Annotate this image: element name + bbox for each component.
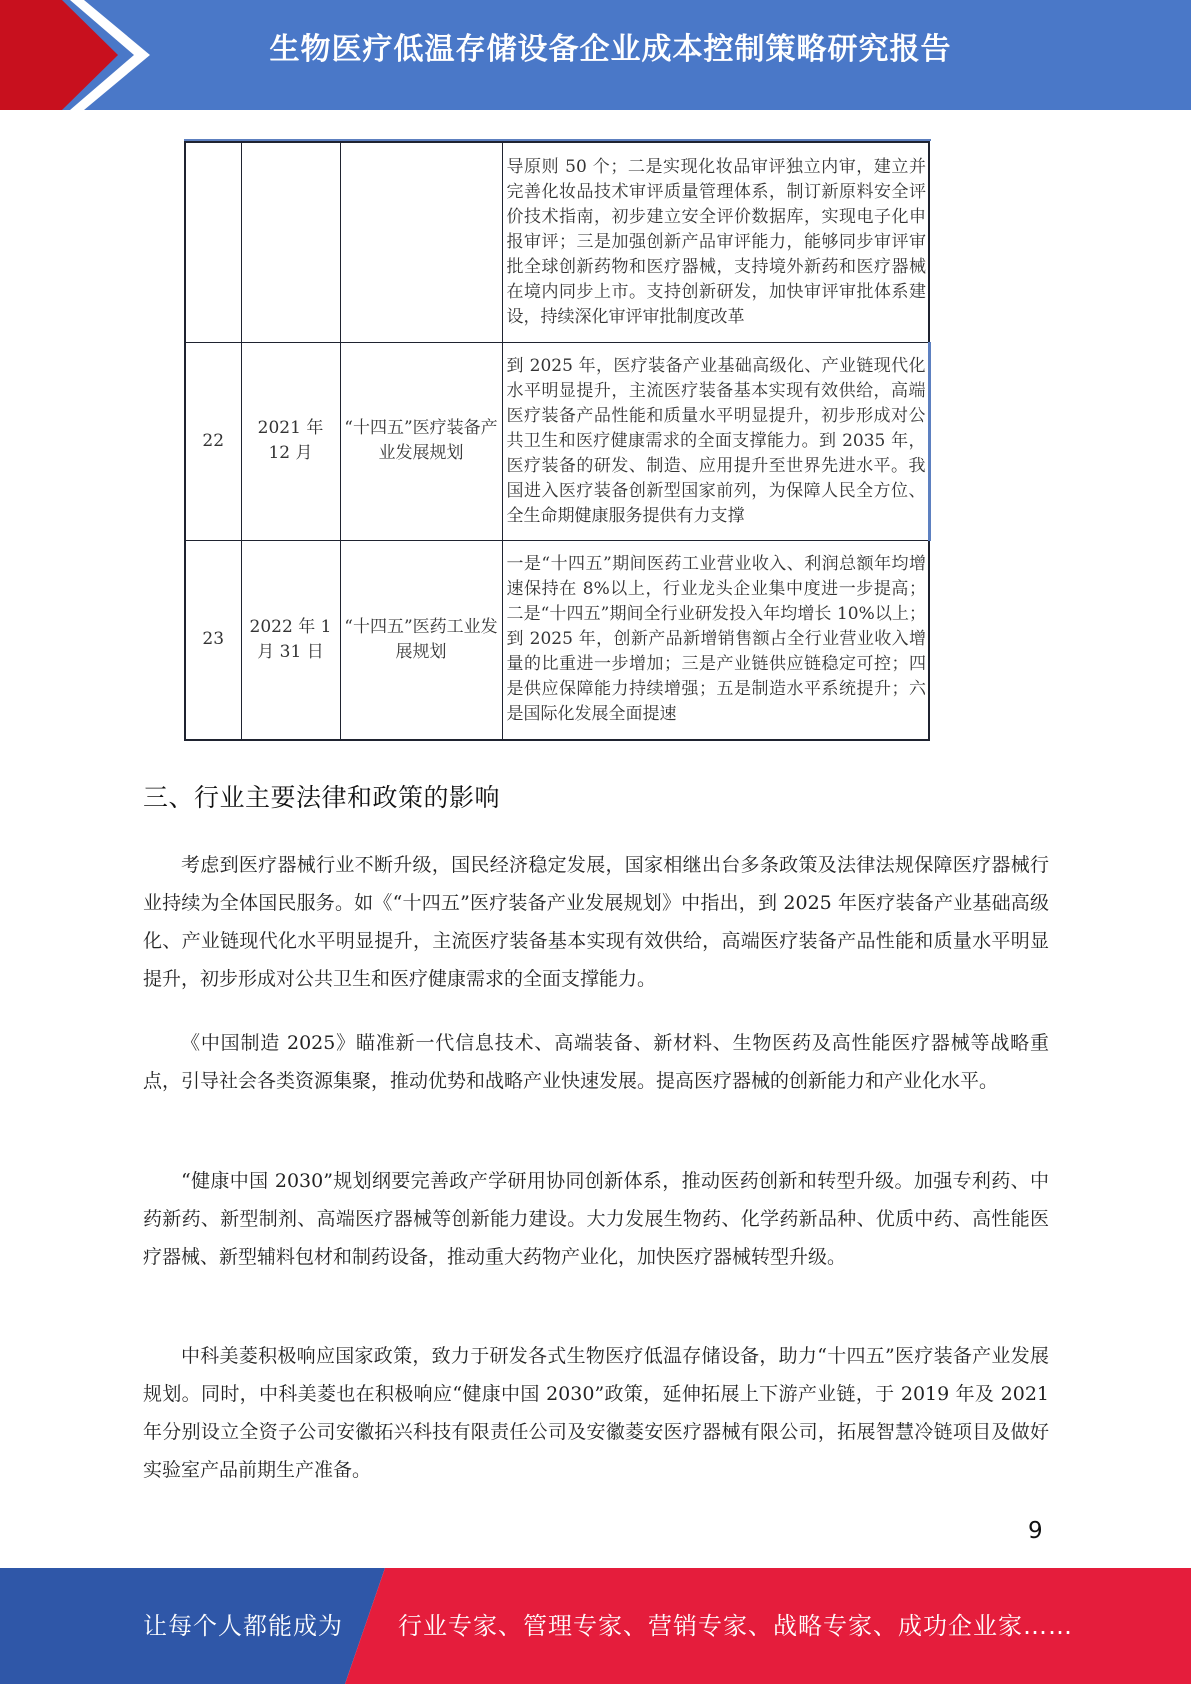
footer-slogan-left: 让每个人都能成为 (143, 1612, 343, 1640)
table-cell-date: 2021 年 12 月 (241, 342, 340, 540)
table-cell-no (185, 142, 241, 342)
header-arrow-decoration (0, 0, 150, 110)
table-cell-content: 到 2025 年，医疗装备产业基础高级化、产业链现代化水平明显提升，主流医疗装备基本实现有效供给，高端医疗装备产品性能和质量水平明显提升，初步形成对公共卫生和医疗健康需求的全面支撑能力。到 2035 年，医疗装备的研发、制造、应用提升至世界先进水平。我国进入医疗装备创新型国家前列，为保障人民全方位、全生命期健康服务提供有力支撑 (502, 342, 929, 540)
table-row (185, 342, 929, 540)
page-number: 9 (1028, 1518, 1043, 1544)
table-cell-name (340, 142, 502, 342)
page-header (0, 0, 1191, 110)
table-cell-content: 一是“十四五”期间医药工业营业收入、利润总额年均增速保持在 8%以上，行业龙头企业集中度进一步提高；二是“十四五”期间全行业研发投入年均增长 10%以上；到 2025 年，创新产品新增销售额占全行业营业收入增量的比重进一步增加；三是产业链供应链稳定可控；四是供应保障能力持续增强；五是制造水平系统提升；六是国际化发展全面提速 (502, 540, 929, 740)
table-cell-no: 22 (185, 342, 241, 540)
body-paragraph: 《中国制造 2025》瞄准新一代信息技术、高端装备、新材料、生物医药及高性能医疗器械等战略重点，引导社会各类资源集聚，推动优势和战略产业快速发展。提高医疗器械的创新能力和产业化水平。 (143, 1032, 1049, 1092)
table-cell-date: 2022 年 1 月 31 日 (241, 540, 340, 740)
table-cell-no: 23 (185, 540, 241, 740)
section-heading: 三、行业主要法律和政策的影响 (143, 783, 501, 812)
page-footer (0, 1568, 1191, 1684)
table-cell-name: “十四五”医疗装备产业发展规划 (340, 342, 502, 540)
table-cell-date (241, 142, 340, 342)
body-paragraph: 中科美菱积极响应国家政策，致力于研发各式生物医疗低温存储设备，助力“十四五”医疗装备产业发展规划。同时，中科美菱也在积极响应“健康中国 2030”政策，延伸拓展上下游产业链，于 2019 年及 2021 年分别设立全资子公司安徽拓兴科技有限责任公司及安徽菱安医疗器械有限公司，拓展智慧冷链项目及做好实验室产品前期生产准备。 (143, 1345, 1049, 1481)
table-row (185, 142, 929, 342)
report-title: 生物医疗低温存储设备企业成本控制策略研究报告 (269, 32, 952, 67)
table-cell-name: “十四五”医药工业发展规划 (340, 540, 502, 740)
footer-slogan-right: 行业专家、管理专家、营销专家、战略专家、成功企业家…… (398, 1612, 1073, 1640)
policy-table-image (184, 139, 931, 741)
body-paragraph: “健康中国 2030”规划纲要完善政产学研用协同创新体系，推动医药创新和转型升级。加强专利药、中药新药、新型制剂、高端医疗器械等创新能力建设。大力发展生物药、化学药新品种、优质中药、高性能医疗器械、新型辅料包材和制药设备，推动重大药物产业化，加快医疗器械转型升级。 (143, 1170, 1049, 1268)
table-row (185, 540, 929, 740)
policy-table (184, 141, 931, 741)
table-cell-content: 导原则 50 个；二是实现化妆品审评独立内审，建立并完善化妆品技术审评质量管理体系，制订新原料安全评价技术指南，初步建立安全评价数据库，实现电子化申报审评；三是加强创新产品审评能力，能够同步审评审批全球创新药物和医疗器械，支持境外新药和医疗器械在境内同步上市。支持创新研发，加快审评审批体系建设，持续深化审评审批制度改革 (502, 142, 929, 342)
body-paragraph: 考虑到医疗器械行业不断升级，国民经济稳定发展，国家相继出台多条政策及法律法规保障医疗器械行业持续为全体国民服务。如《“十四五”医疗装备产业发展规划》中指出，到 2025 年医疗装备产业基础高级化、产业链现代化水平明显提升，主流医疗装备基本实现有效供给，高端医疗装备产品性能和质量水平明显提升，初步形成对公共卫生和医疗健康需求的全面支撑能力。 (143, 854, 1049, 990)
